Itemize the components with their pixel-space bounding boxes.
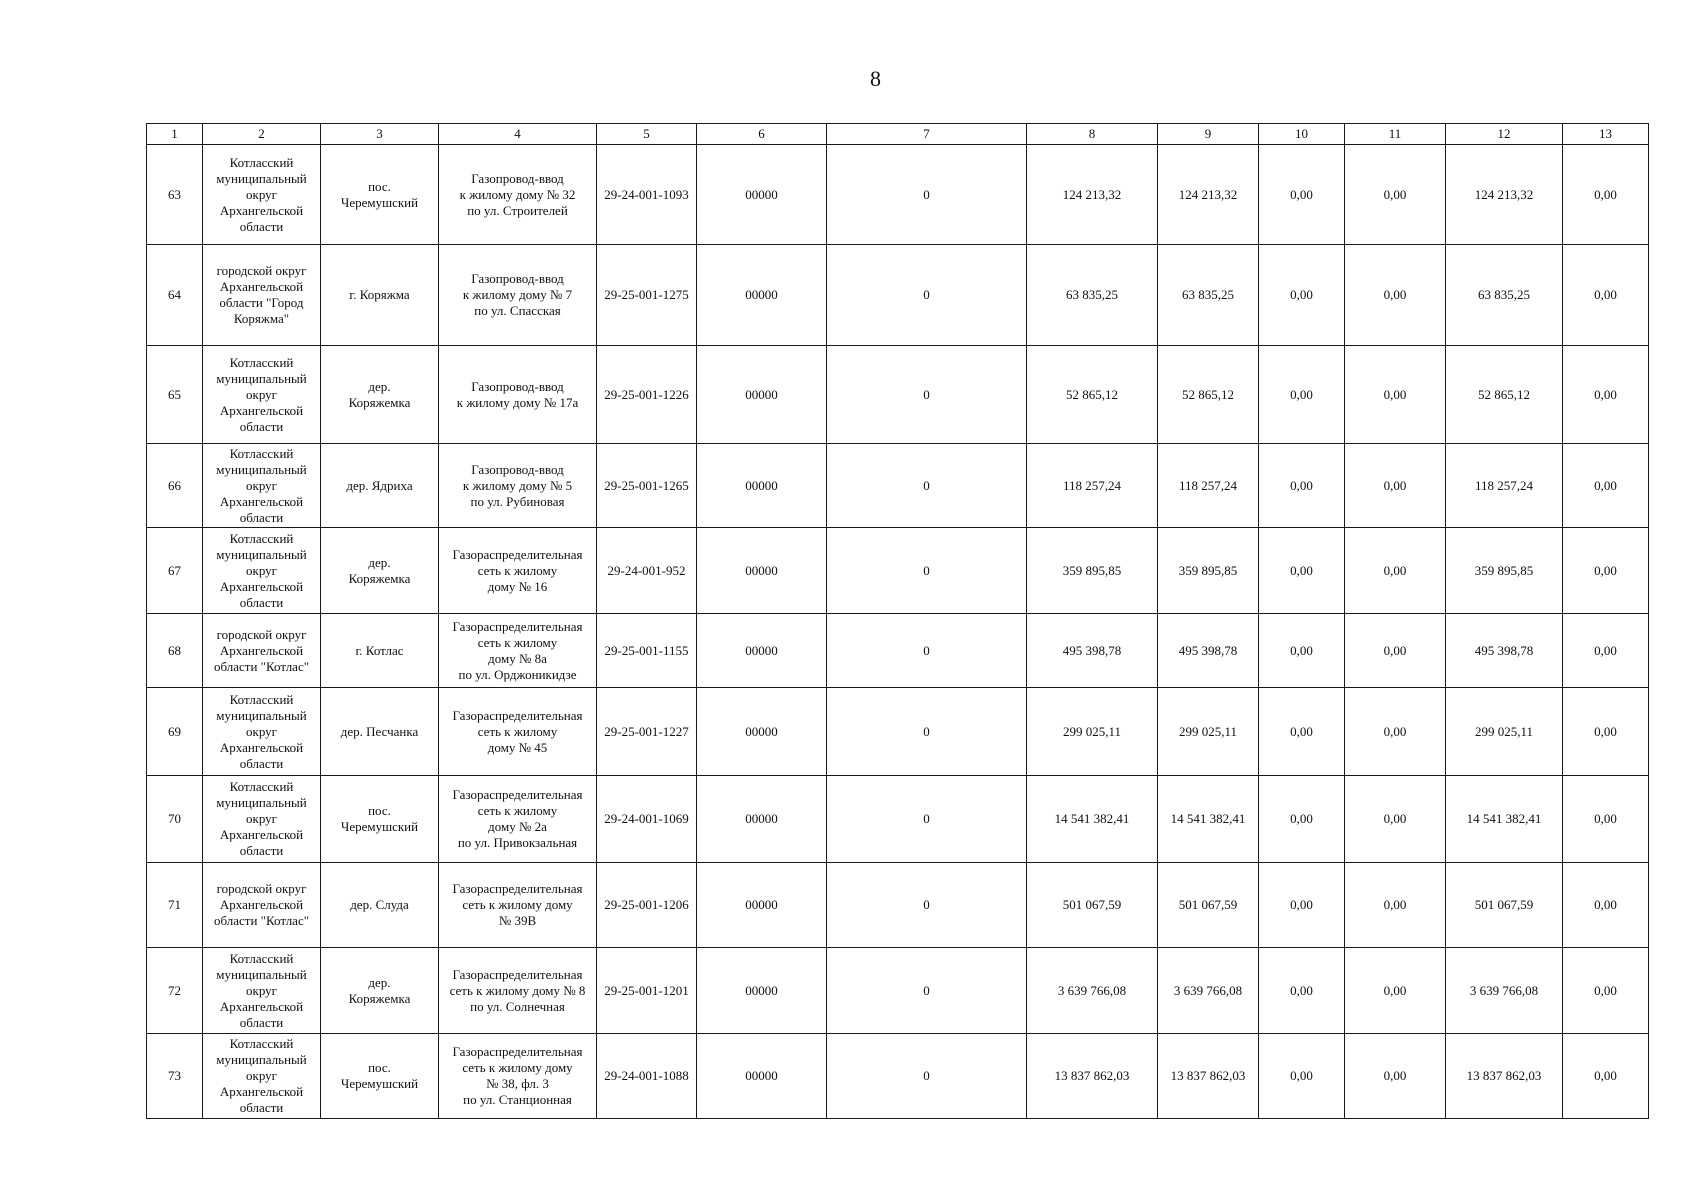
amount-cell: 0,00 [1345,444,1446,528]
municipality-cell: Котласский муниципальный округ Архангельской области [203,1034,321,1119]
row-number: 73 [147,1034,203,1119]
cell: 00000 [697,1034,827,1119]
table-row [147,614,1649,688]
amount-cell: 299 025,11 [1027,688,1158,776]
column-header: 6 [697,124,827,145]
code-cell: 29-25-001-1226 [597,346,697,444]
settlement-cell: дер. Коряжемка [321,528,439,614]
column-header: 11 [1345,124,1446,145]
municipality-cell: городской округ Архангельской области "Котлас" [203,863,321,948]
settlement-cell: пос. Черемушский [321,1034,439,1119]
municipality-cell: городской округ Архангельской области "Город Коряжма" [203,245,321,346]
table-row [147,346,1649,444]
amount-cell: 501 067,59 [1027,863,1158,948]
column-header: 1 [147,124,203,145]
amount-cell: 0,00 [1345,863,1446,948]
amount-cell: 0,00 [1259,948,1345,1034]
object-cell: Газопровод-ввод к жилому дому № 32 по ул. Строителей [439,145,597,245]
amount-cell: 124 213,32 [1027,145,1158,245]
amount-cell: 0,00 [1345,1034,1446,1119]
amount-cell: 63 835,25 [1446,245,1563,346]
settlement-cell: дер. Ядриха [321,444,439,528]
cell: 0 [827,688,1027,776]
amount-cell: 52 865,12 [1158,346,1259,444]
column-header: 3 [321,124,439,145]
amount-cell: 0,00 [1259,1034,1345,1119]
amount-cell: 3 639 766,08 [1158,948,1259,1034]
page-number: 8 [870,66,881,91]
amount-cell: 0,00 [1345,528,1446,614]
column-header: 9 [1158,124,1259,145]
amount-cell: 299 025,11 [1446,688,1563,776]
code-cell: 29-25-001-1275 [597,245,697,346]
column-header: 10 [1259,124,1345,145]
object-cell: Газопровод-ввод к жилому дому № 5 по ул. Рубиновая [439,444,597,528]
settlement-cell: дер. Слуда [321,863,439,948]
table-row [147,688,1649,776]
amount-cell: 359 895,85 [1446,528,1563,614]
cell: 0 [827,948,1027,1034]
object-cell: Газораспределительная сеть к жилому дому № 2а по ул. Привокзальная [439,776,597,863]
table-row [147,1034,1649,1119]
municipality-cell: городской округ Архангельской области "Котлас" [203,614,321,688]
amount-cell: 0,00 [1563,863,1649,948]
amount-cell: 0,00 [1563,528,1649,614]
cell: 00000 [697,688,827,776]
code-cell: 29-25-001-1206 [597,863,697,948]
amount-cell: 14 541 382,41 [1158,776,1259,863]
column-header: 7 [827,124,1027,145]
object-cell: Газораспределительная сеть к жилому дому № 16 [439,528,597,614]
amount-cell: 0,00 [1259,776,1345,863]
cell: 00000 [697,145,827,245]
row-number: 72 [147,948,203,1034]
amount-cell: 0,00 [1259,346,1345,444]
row-number: 63 [147,145,203,245]
code-cell: 29-25-001-1155 [597,614,697,688]
code-cell: 29-25-001-1227 [597,688,697,776]
cell: 0 [827,245,1027,346]
amount-cell: 0,00 [1259,528,1345,614]
cell: 0 [827,145,1027,245]
amount-cell: 0,00 [1563,245,1649,346]
amount-cell: 0,00 [1563,346,1649,444]
amount-cell: 3 639 766,08 [1446,948,1563,1034]
code-cell: 29-24-001-1088 [597,1034,697,1119]
amount-cell: 118 257,24 [1158,444,1259,528]
amount-cell: 63 835,25 [1027,245,1158,346]
amount-cell: 0,00 [1345,688,1446,776]
cell: 00000 [697,614,827,688]
municipality-cell: Котласский муниципальный округ Архангельской области [203,948,321,1034]
municipality-cell: Котласский муниципальный округ Архангельской области [203,688,321,776]
cell: 0 [827,776,1027,863]
cell: 0 [827,863,1027,948]
amount-cell: 495 398,78 [1027,614,1158,688]
amount-cell: 0,00 [1563,688,1649,776]
amount-cell: 0,00 [1345,145,1446,245]
amount-cell: 0,00 [1259,614,1345,688]
amount-cell: 0,00 [1563,776,1649,863]
amount-cell: 0,00 [1563,145,1649,245]
amount-cell: 501 067,59 [1446,863,1563,948]
amount-cell: 52 865,12 [1446,346,1563,444]
settlement-cell: пос. Черемушский [321,776,439,863]
amount-cell: 0,00 [1563,444,1649,528]
settlement-cell: г. Котлас [321,614,439,688]
row-number: 68 [147,614,203,688]
cell: 0 [827,346,1027,444]
amount-cell: 13 837 862,03 [1446,1034,1563,1119]
row-number: 70 [147,776,203,863]
amount-cell: 0,00 [1563,1034,1649,1119]
column-header: 8 [1027,124,1158,145]
row-number: 69 [147,688,203,776]
cell: 00000 [697,948,827,1034]
object-cell: Газораспределительная сеть к жилому дому № 45 [439,688,597,776]
object-cell: Газопровод-ввод к жилому дому № 17а [439,346,597,444]
row-number: 65 [147,346,203,444]
cell: 00000 [697,346,827,444]
amount-cell: 0,00 [1563,614,1649,688]
table-row [147,863,1649,948]
amount-cell: 0,00 [1259,688,1345,776]
object-cell: Газораспределительная сеть к жилому дому № 8а по ул. Орджоникидзе [439,614,597,688]
amount-cell: 495 398,78 [1158,614,1259,688]
amount-cell: 0,00 [1345,776,1446,863]
amount-cell: 0,00 [1345,948,1446,1034]
table-row [147,145,1649,245]
amount-cell: 13 837 862,03 [1158,1034,1259,1119]
amount-cell: 0,00 [1259,145,1345,245]
amount-cell: 13 837 862,03 [1027,1034,1158,1119]
settlement-cell: дер. Коряжемка [321,346,439,444]
settlement-cell: г. Коряжма [321,245,439,346]
column-header: 13 [1563,124,1649,145]
cell: 00000 [697,528,827,614]
object-cell: Газораспределительная сеть к жилому дому № 38, фл. 3 по ул. Станционная [439,1034,597,1119]
code-cell: 29-24-001-1093 [597,145,697,245]
amount-cell: 0,00 [1345,245,1446,346]
object-cell: Газопровод-ввод к жилому дому № 7 по ул. Спасская [439,245,597,346]
amount-cell: 359 895,85 [1158,528,1259,614]
amount-cell: 495 398,78 [1446,614,1563,688]
amount-cell: 3 639 766,08 [1027,948,1158,1034]
code-cell: 29-25-001-1265 [597,444,697,528]
row-number: 71 [147,863,203,948]
amount-cell: 52 865,12 [1027,346,1158,444]
settlement-cell: дер. Песчанка [321,688,439,776]
municipality-cell: Котласский муниципальный округ Архангельской области [203,444,321,528]
municipality-cell: Котласский муниципальный округ Архангельской области [203,145,321,245]
cell: 0 [827,444,1027,528]
column-header: 2 [203,124,321,145]
amount-cell: 124 213,32 [1446,145,1563,245]
amount-cell: 0,00 [1345,614,1446,688]
table-row [147,948,1649,1034]
row-number: 66 [147,444,203,528]
settlement-cell: пос. Черемушский [321,145,439,245]
settlement-cell: дер. Коряжемка [321,948,439,1034]
amount-cell: 0,00 [1563,948,1649,1034]
header-row [147,124,1649,145]
amount-cell: 14 541 382,41 [1446,776,1563,863]
table-row [147,245,1649,346]
table-row [147,776,1649,863]
row-number: 64 [147,245,203,346]
amount-cell: 118 257,24 [1027,444,1158,528]
amount-cell: 0,00 [1259,444,1345,528]
object-cell: Газораспределительная сеть к жилому дому № 8 по ул. Солнечная [439,948,597,1034]
object-cell: Газораспределительная сеть к жилому дому № 39В [439,863,597,948]
amount-cell: 63 835,25 [1158,245,1259,346]
amount-cell: 0,00 [1345,346,1446,444]
table-row [147,444,1649,528]
amount-cell: 124 213,32 [1158,145,1259,245]
cell: 00000 [697,444,827,528]
amount-cell: 501 067,59 [1158,863,1259,948]
municipality-cell: Котласский муниципальный округ Архангельской области [203,776,321,863]
municipality-cell: Котласский муниципальный округ Архангельской области [203,528,321,614]
cell: 00000 [697,863,827,948]
code-cell: 29-24-001-1069 [597,776,697,863]
amount-cell: 0,00 [1259,863,1345,948]
table-row [147,528,1649,614]
cell: 00000 [697,776,827,863]
amount-cell: 359 895,85 [1027,528,1158,614]
column-header: 5 [597,124,697,145]
amount-cell: 299 025,11 [1158,688,1259,776]
cell: 0 [827,1034,1027,1119]
amount-cell: 0,00 [1259,245,1345,346]
column-header: 4 [439,124,597,145]
cell: 00000 [697,245,827,346]
column-header: 12 [1446,124,1563,145]
cell: 0 [827,528,1027,614]
code-cell: 29-25-001-1201 [597,948,697,1034]
amount-cell: 118 257,24 [1446,444,1563,528]
amount-cell: 14 541 382,41 [1027,776,1158,863]
code-cell: 29-24-001-952 [597,528,697,614]
row-number: 67 [147,528,203,614]
municipality-cell: Котласский муниципальный округ Архангельской области [203,346,321,444]
data-table [146,123,1649,1119]
cell: 0 [827,614,1027,688]
